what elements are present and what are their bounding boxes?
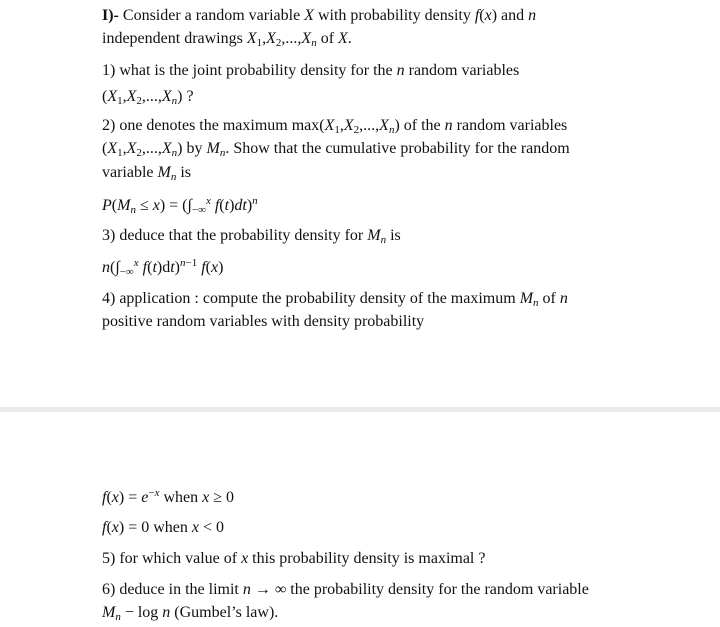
question-2-line-1: 2) one denotes the maximum $\max(X_1,X_2,...,X_n)$ of the n random variables (102, 117, 568, 136)
question-4-line-1: 4) application : compute the probability density of the maximum $M_n$ of n (102, 290, 568, 309)
question-1-line-1: 1) what is the joint probability density for the n random variables (102, 62, 520, 79)
question-6-line-1: 6) deduce in the limit n → ∞ the probability density for the random variable (102, 581, 589, 598)
question-2-line-3: variable $M_n$ is (102, 164, 192, 183)
page-bottom (0, 412, 720, 627)
question-4-line-2: positive random variables with density probability (102, 313, 425, 330)
density-formula: $n(\int_{-\infty}^x$ f(t)dt)$^{n-1}$ f(x) (102, 257, 224, 278)
question-3-line-1: 3) deduce that the probability density for $M_n$ is (102, 227, 401, 246)
question-5-line-1: 5) for which value of x this probability density is maximal ? (102, 550, 486, 567)
cumulative-formula: $P(M_n \le x) = (\int_{-\infty}^x$ f(t)dt)$^n$ (102, 195, 258, 216)
question-1-line-2: $(X_1,X_2,...,X_n)$ ? (102, 88, 194, 107)
intro-line-2: independent drawings $X_1,X_2,...,X_n$ of X. (102, 30, 352, 49)
intro-line-1: I)- Consider a random variable X with probability density f(x) and n (102, 7, 537, 24)
question-2-line-2: $(X_1,X_2,...,X_n)$ by $M_n$. Show that the cumulative probability for the random (102, 140, 570, 159)
density-definition-negative: f(x) = 0 when x < 0 (102, 519, 225, 536)
question-6-line-2: $M_n - \log n$ (Gumbel’s law). (102, 604, 279, 623)
density-definition-positive: $f(x) = e^{-x}$ when x ≥ 0 (102, 487, 235, 506)
section-label: I)- (102, 7, 119, 24)
